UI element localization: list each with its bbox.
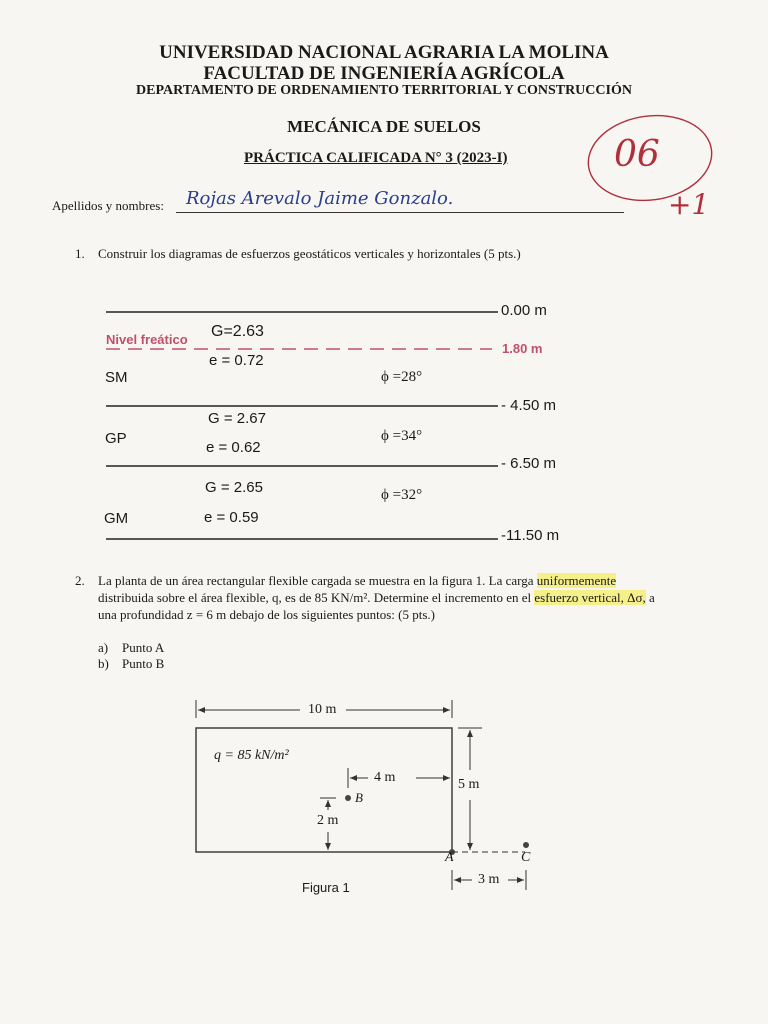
depth-0: 0.00 m: [501, 302, 547, 319]
depth-water-table: 1.80 m: [502, 341, 543, 356]
fig-dist-b-label: 4 m: [374, 770, 396, 785]
q2-item-b-text: Punto B: [122, 656, 165, 671]
q2-item-a-marker: a): [98, 640, 109, 655]
department-title: DEPARTAMENTO DE ORDENAMIENTO TERRITORIAL Y CONSTRUCCIÓN: [136, 83, 632, 98]
layer1-e: e = 0.72: [209, 352, 264, 369]
figure-caption: Figura 1: [302, 880, 350, 895]
depth-3: -11.50 m: [501, 527, 560, 544]
q2-line2-end: a: [648, 590, 655, 605]
layer3-name: GM: [104, 510, 129, 527]
name-label: Apellidos y nombres:: [52, 198, 164, 213]
grade-score: 06: [614, 134, 660, 175]
q2-item-b-marker: b): [98, 656, 109, 671]
q2-item-a-text: Punto A: [122, 640, 165, 655]
fig-point-a: A: [445, 850, 454, 865]
university-title: UNIVERSIDAD NACIONAL AGRARIA LA MOLINA: [159, 42, 609, 63]
fig-load-label: q = 85 kN/m²: [214, 748, 289, 763]
q2-number: 2.: [75, 573, 85, 588]
layer2-e: e = 0.62: [206, 439, 261, 456]
q2-line3: una profundidad z = 6 m debajo de los siguientes puntos: (5 pts.): [98, 607, 435, 622]
fig-dist-c-label: 3 m: [478, 872, 500, 887]
fig-point-b: B: [355, 790, 363, 805]
layer2-name: GP: [105, 430, 127, 447]
q2-line2-text: distribuida sobre el área flexible, q, es de 85 KN/m². Determine el incremento en el: [98, 590, 532, 605]
fig-point-c: C: [521, 850, 531, 865]
fig-width-label: 10 m: [305, 702, 339, 718]
layer1-phi: ϕ =28°: [381, 369, 423, 385]
q2-highlight-2: esfuerzo vertical, Δσ,: [534, 590, 646, 605]
student-name: Rojas Arevalo Jaime Gonzalo.: [186, 188, 454, 209]
layer1-name: SM: [105, 369, 128, 386]
faculty-title: FACULTAD DE INGENIERÍA AGRÍCOLA: [203, 63, 565, 84]
layer3-phi: ϕ =32°: [381, 487, 423, 503]
layer1-g: G=2.63: [211, 323, 264, 340]
layer3-g: G = 2.65: [205, 479, 263, 496]
q1-number: 1.: [75, 246, 85, 261]
depth-1: - 4.50 m: [501, 397, 557, 414]
fig-dist-2-label: 2 m: [317, 813, 339, 828]
layer2-phi: ϕ =34°: [381, 428, 423, 444]
practice-title: PRÁCTICA CALIFICADA N° 3 (2023-I): [244, 150, 508, 166]
layer2-g: G = 2.67: [208, 410, 266, 427]
grade-bonus: +1: [668, 188, 710, 221]
q2-highlight-1: uniformemente: [536, 573, 617, 588]
course-title: MECÁNICA DE SUELOS: [287, 117, 481, 136]
q1-text: Construir los diagramas de esfuerzos geostáticos verticales y horizontales (5 pts.): [98, 246, 521, 261]
q2-line1-text: La planta de un área rectangular flexible cargada se muestra en la figura 1. La carga: [98, 573, 534, 588]
fig-height-label: 5 m: [458, 777, 480, 792]
depth-2: - 6.50 m: [501, 455, 557, 472]
water-table-label: Nivel freático: [106, 332, 188, 347]
layer3-e: e = 0.59: [204, 509, 259, 526]
